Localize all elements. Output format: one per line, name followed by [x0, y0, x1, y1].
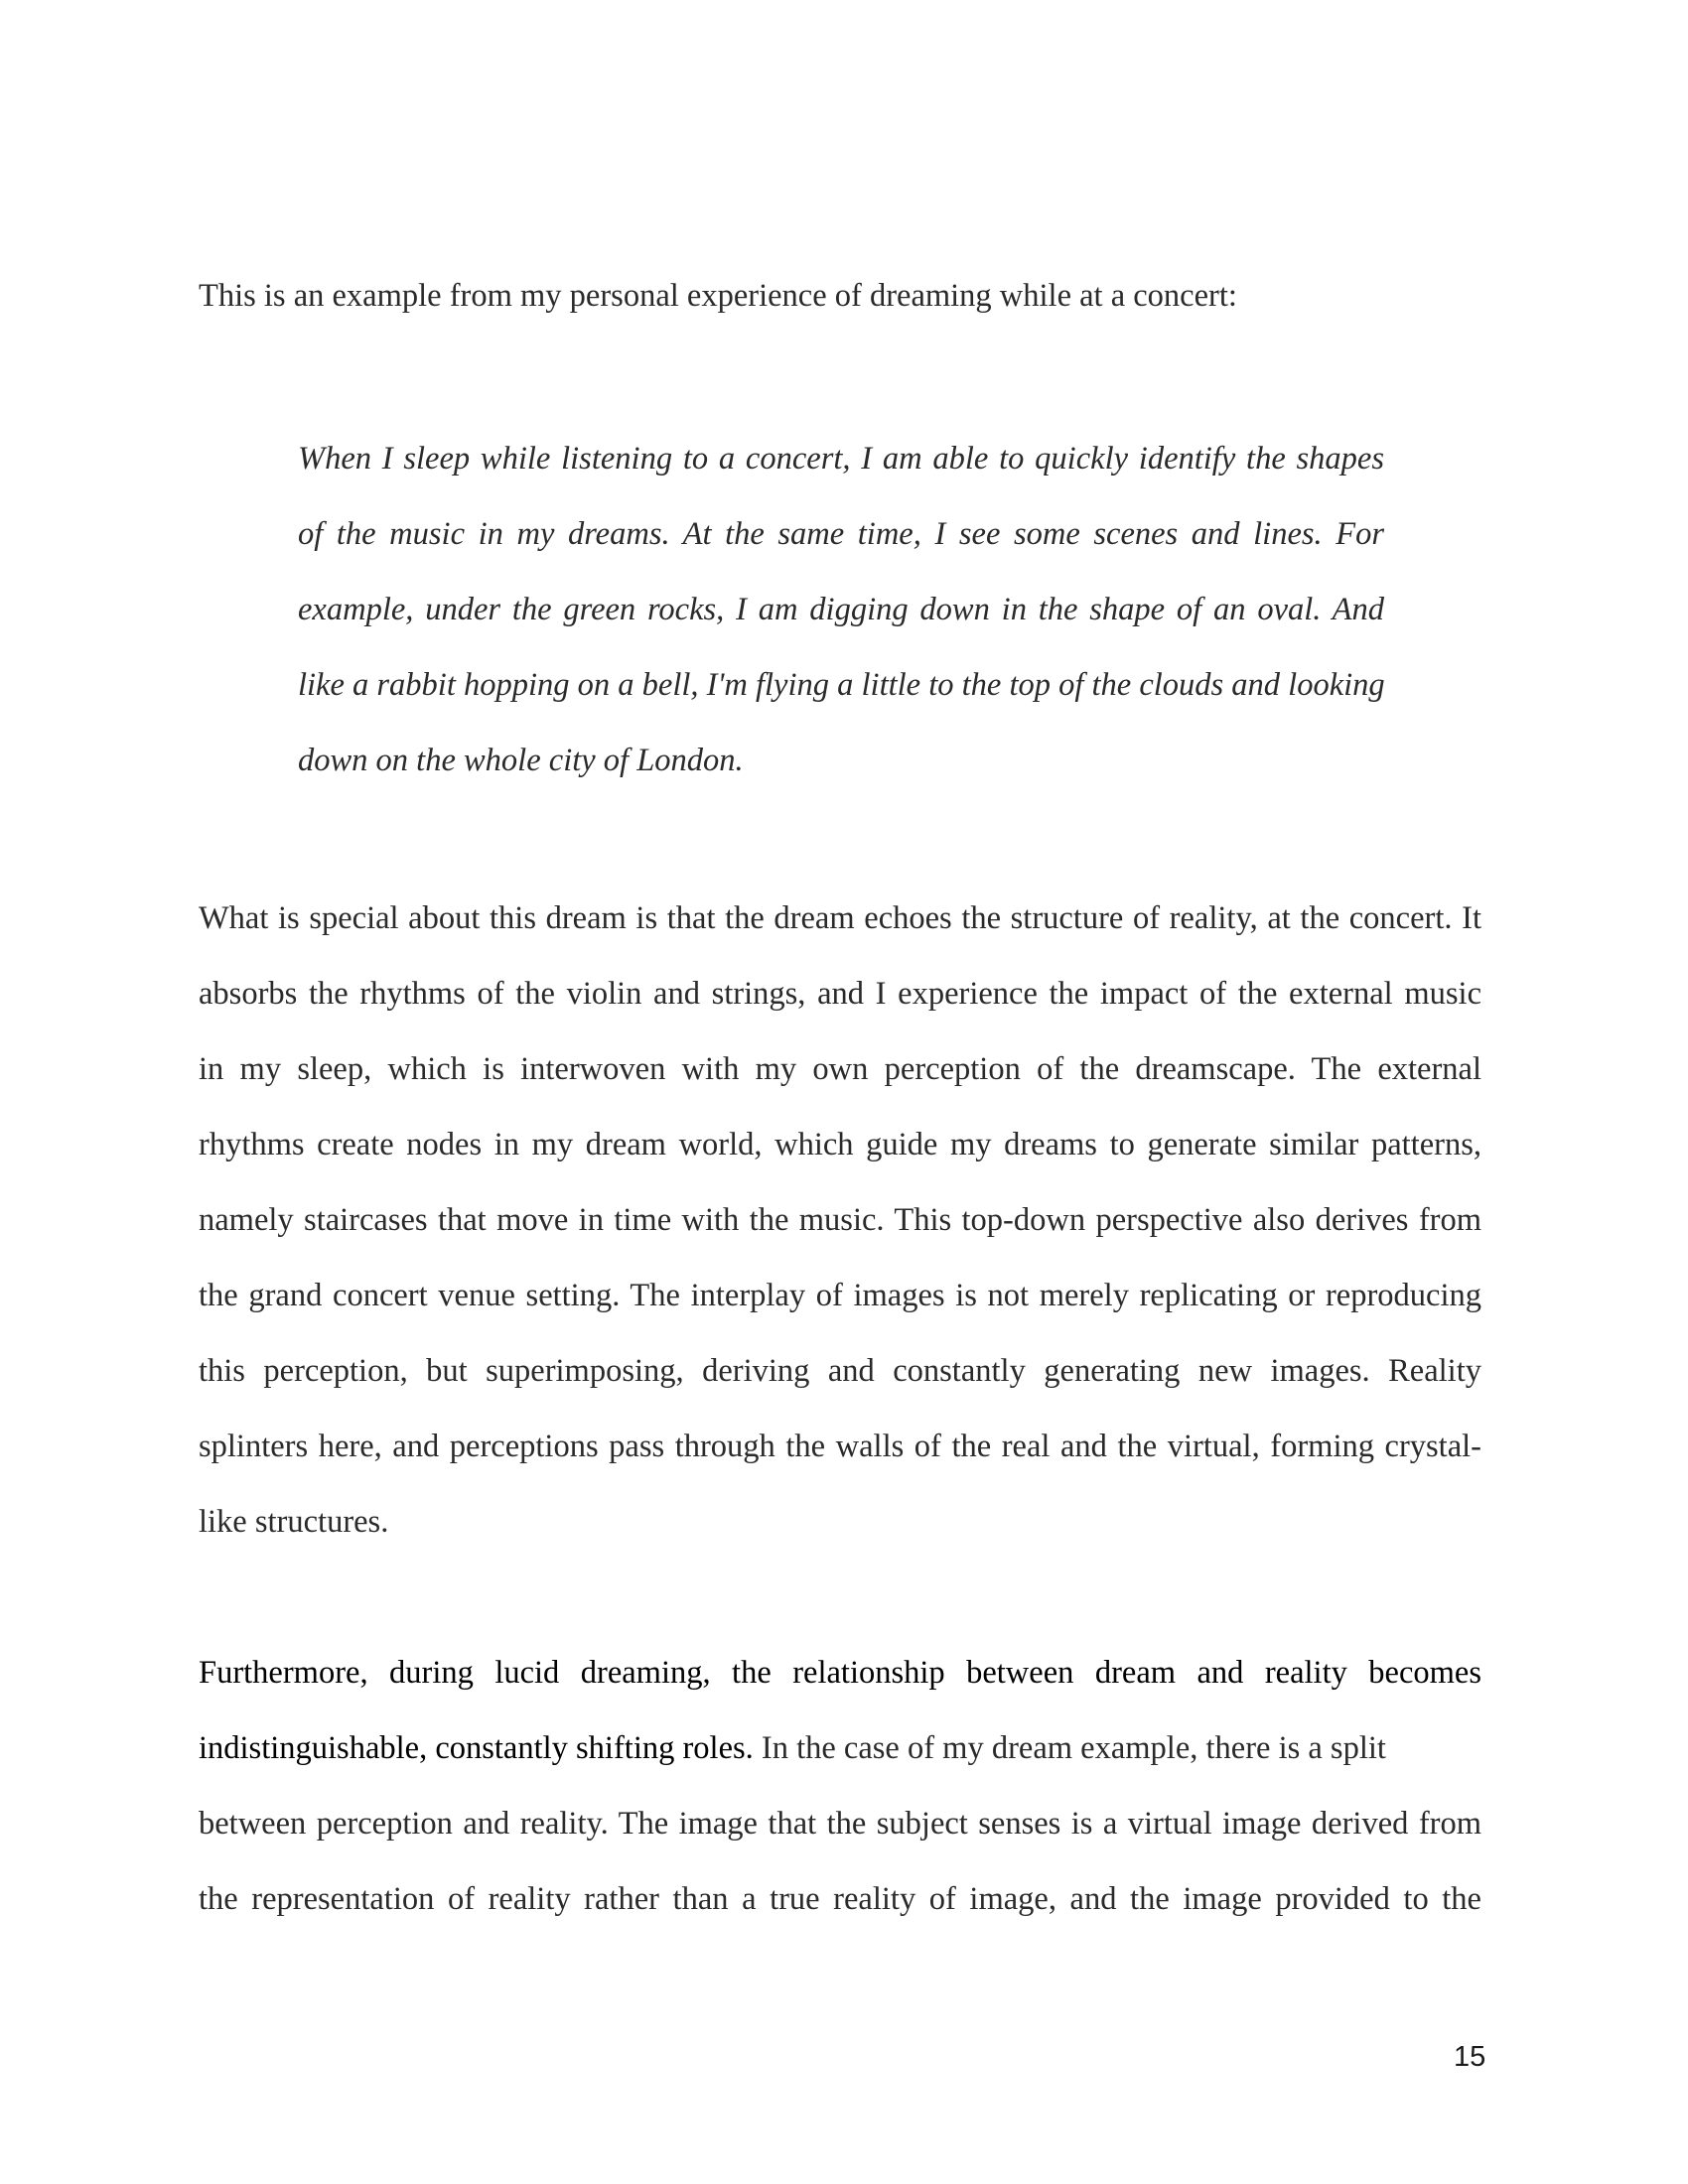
- quote-line: like a rabbit hopping on a bell, I'm flying a little to the top of the clouds and looking: [298, 667, 1385, 703]
- highlighted-phrase: indistinguishable, constantly shifting roles.: [199, 1730, 754, 1766]
- paragraph-line: in my sleep, which is interwoven with my own perception of the dreamscape. The external: [199, 1051, 1481, 1087]
- quote-line: of the music in my dreams. At the same time, I see some scenes and lines. For: [298, 516, 1384, 552]
- paragraph-line: Furthermore, during lucid dreaming, the relationship between dream and reality becomes: [199, 1655, 1481, 1691]
- paragraph-line: rhythms create nodes in my dream world, which guide my dreams to generate similar patterns,: [199, 1127, 1481, 1162]
- quote-line: down on the whole city of London.: [298, 743, 744, 778]
- paragraph-line: the grand concert venue setting. The interplay of images is not merely replicating or reproducing: [199, 1278, 1481, 1313]
- paragraph-line: absorbs the rhythms of the violin and strings, and I experience the impact of the external music: [199, 976, 1481, 1012]
- quote-line: example, under the green rocks, I am digging down in the shape of an oval. And: [298, 592, 1384, 627]
- paragraph-line: like structures.: [199, 1504, 389, 1540]
- paragraph-text: In the case of my dream example, there is a split: [753, 1730, 1386, 1766]
- intro-text: This is an example from my personal experience of dreaming while at a concert:: [199, 278, 1237, 314]
- paragraph-line: What is special about this dream is that the dream echoes the structure of reality, at the concert. It: [199, 900, 1481, 936]
- paragraph-line: between perception and reality. The image that the subject senses is a virtual image derived from: [199, 1806, 1481, 1842]
- paragraph-line: splinters here, and perceptions pass through the walls of the real and the virtual, forming crystal-: [199, 1429, 1481, 1464]
- paragraph-line: [199, 1732, 1481, 1765]
- quote-line: When I sleep while listening to a concert, I am able to quickly identify the shapes: [298, 441, 1384, 477]
- paragraph-line: the representation of reality rather than a true reality of image, and the image provided to the: [199, 1881, 1481, 1917]
- paragraph-line: this perception, but superimposing, deriving and constantly generating new images. Reality: [199, 1353, 1481, 1389]
- page-number: 15: [1454, 2041, 1486, 2073]
- paragraph-line: namely staircases that move in time with the music. This top-down perspective also derives from: [199, 1202, 1481, 1238]
